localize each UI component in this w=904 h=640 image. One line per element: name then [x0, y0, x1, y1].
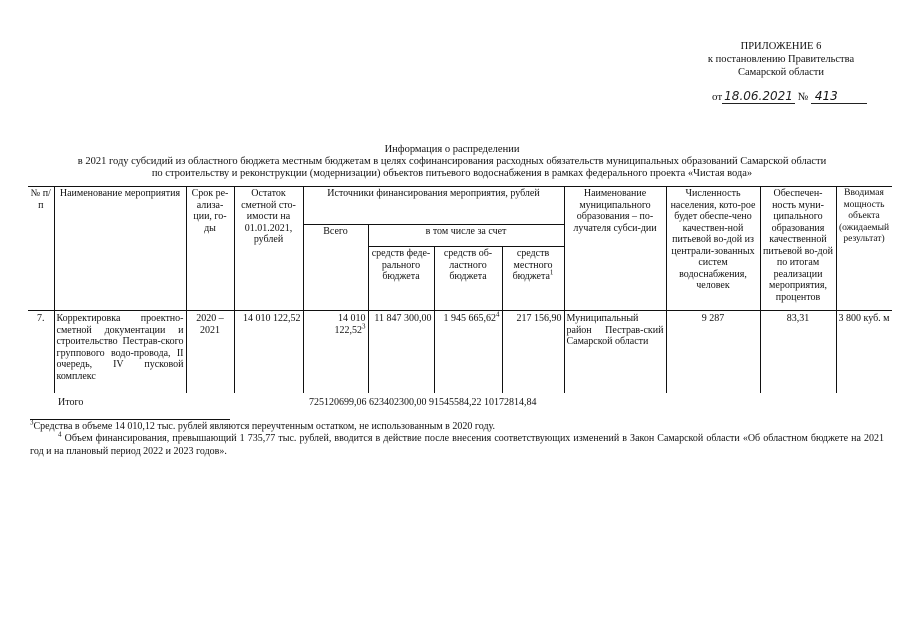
subsidy-table — [28, 186, 892, 393]
decree-reference — [712, 89, 867, 104]
header-regional: средств об-ластного бюджета — [434, 247, 502, 311]
footnote-3-sup: 3 — [30, 418, 34, 427]
decree-number: 413 — [811, 89, 867, 104]
document-subtitle-2: по строительству и реконструкции (модернизации) объектов питьевого водоснабжения в рамках федерального проекта «Чистая вода» — [151, 168, 753, 179]
row-municipality: Муниципальный район Пестрав-ский Самарской области — [564, 311, 666, 393]
header-total: Всего — [303, 225, 368, 311]
header-capacity: Вводимая мощность объекта (ожидаемый результат) — [836, 187, 892, 311]
row-term: 2020 – 2021 — [186, 311, 234, 393]
header-sources: Источники финансирования мероприятия, рублей — [303, 187, 564, 225]
header-share: Обеспечен-ность муни-ципального образования качественной питьевой во-дой по итогам реализации мероприятия, процентов — [760, 187, 836, 311]
row-name: Корректировка проектно-сметной документации и строительство Пестрав-ского группового водо-провода, II очередь, IV пусковой комплекс — [54, 311, 186, 393]
row-total-value: 14 010 122,52 — [334, 313, 366, 336]
header-local — [502, 247, 564, 311]
total-label: Итого — [58, 397, 84, 408]
appendix-title: ПРИЛОЖЕНИЕ 6 — [740, 41, 822, 52]
footnote-4-sup: 4 — [58, 430, 62, 439]
footnote-3-text: Средства в объеме 14 010,12 тыс. рублей являются переучтенным остатком, не использованным в 2020 году. — [33, 421, 496, 432]
header-including: в том числе за счет — [368, 225, 564, 247]
row-population: 9 287 — [666, 311, 760, 393]
row-share: 83,31 — [760, 311, 836, 393]
appendix-header — [696, 40, 866, 79]
header-name: Наименование мероприятия — [54, 187, 186, 311]
decree-date: 18.06.2021 — [724, 89, 793, 103]
header-federal: средств феде-рального бюджета — [368, 247, 434, 311]
row-local: 217 156,90 — [502, 311, 564, 393]
row-federal: 11 847 300,00 — [368, 311, 434, 393]
appendix-line-3: Самарской области — [738, 67, 824, 78]
footnote-4-text: Объем финансирования, превышающий 1 735,77 тыс. рублей, вводится в действие после внесения соответствующих изменений в Закон Самарской области «Об областном бюджете на 2021 год и на плановый период 2022 и 2023 годов». — [30, 433, 884, 457]
footnote-3 — [30, 418, 884, 434]
row-capacity: 3 800 куб. м — [836, 311, 892, 393]
header-local-sup: 1 — [549, 268, 554, 277]
row-regional-value: 1 945 665,62 — [443, 313, 496, 324]
decree-number-label: № — [797, 91, 809, 103]
table-row — [28, 311, 892, 393]
header-remainder: Остаток сметной сто-имости на 01.01.2021, рублей — [234, 187, 303, 311]
total-values: 725120699,06 623402300,00 91545584,22 10172814,84 — [309, 397, 537, 408]
decree-prefix: от — [712, 91, 723, 103]
row-regional-sup: 4 — [496, 310, 500, 319]
header-num: № п/п — [28, 187, 54, 311]
footnote-4 — [30, 430, 884, 458]
footnote-divider — [30, 419, 230, 420]
header-local-text: средств местного бюджета — [512, 248, 553, 282]
row-remainder: 14 010 122,52 — [234, 311, 303, 393]
header-population: Численность населения, кото-рое будет обеспе-чено качествен-ной питьевой во-дой из централи-зованных систем водоснабжения, человек — [666, 187, 760, 311]
document-subtitle-1: в 2021 году субсидий из областного бюджета местным бюджетам в целях софинансирования расходных обязательств муниципальных образований Самарской области — [77, 156, 827, 167]
row-total-sup: 3 — [362, 322, 366, 331]
document-title: Информация о распределении — [384, 144, 520, 155]
header-term: Срок ре-ализа-ции, го-ды — [186, 187, 234, 311]
row-total — [303, 311, 368, 393]
row-num: 7. — [28, 311, 54, 393]
row-regional — [434, 311, 502, 393]
appendix-line-2: к постановлению Правительства — [707, 54, 855, 65]
header-municipality: Наименование муниципального образования – по-лучателя субси-дии — [564, 187, 666, 311]
